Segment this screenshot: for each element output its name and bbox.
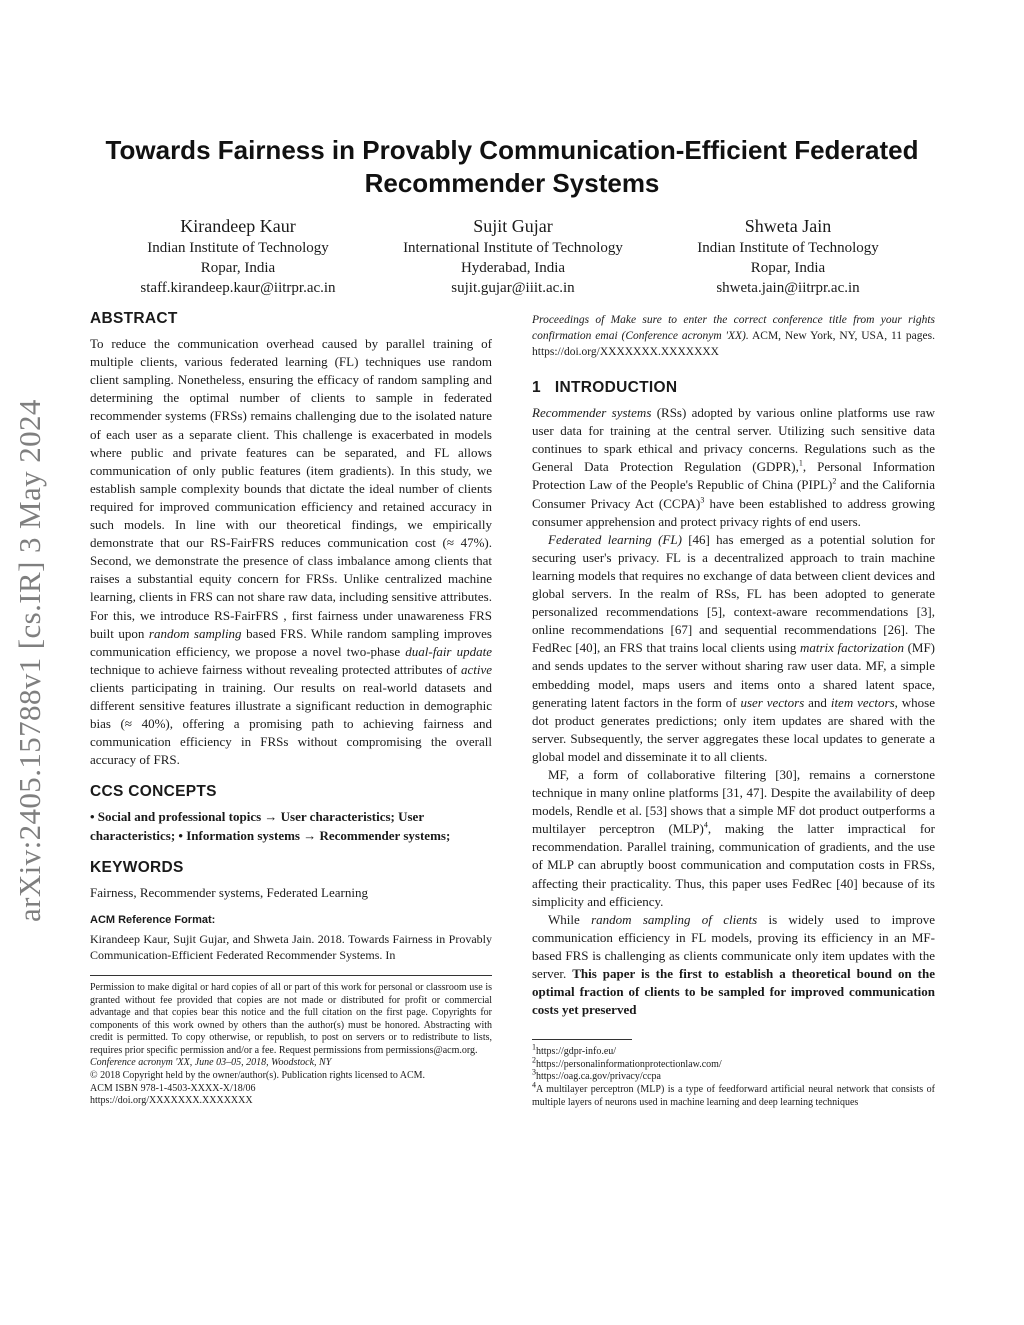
keywords-text: Fairness, Recommender systems, Federated Learning	[90, 884, 368, 900]
author-block	[662, 214, 914, 298]
ccs-heading: CCS CONCEPTS	[90, 783, 217, 801]
conference-line: Conference acronym 'XX, June 03–05, 2018, Woodstock, NY	[90, 1057, 332, 1069]
author-affiliation: Indian Institute of Technology	[147, 240, 329, 256]
acm-reference-heading: ACM Reference Format:	[90, 913, 216, 926]
author-email[interactable]: staff.kirandeep.kaur@iitrpr.ac.in	[140, 280, 336, 296]
arxiv-stamp: arXiv:2405.15788v1 [cs.IR] 3 May 2024	[12, 399, 47, 923]
right-column	[532, 312, 935, 1109]
author-location: Hyderabad, India	[460, 260, 566, 276]
intro-paragraph: MF, a form of collaborative filtering [30], remains a cornerstone technique in many online platforms [31, 47]. Despite the availability of deep models, Rendle et al. [53] shows that a simple MF dot product outperforms a multilayer perceptron (MLP)$^4$, making the latter impractical for recommendation. Parallel training, communication of gradients, and the use of MLP can abruptly boost communication and computation costs in FRSs, affecting their practicality. Thus, this paper uses FedRec [40] because of its simplicity and efficiency.	[532, 766, 935, 909]
abstract-heading: ABSTRACT	[90, 310, 178, 327]
author-location: Ropar, India	[200, 260, 276, 276]
proceedings-citation: Proceedings of Make sure to enter the correct conference title from your rights confirmation emai (Conference acronym 'XX). ACM, New York, NY, USA, 11 pages. https://doi.org/XXXXXXX.XXXXXXX	[532, 314, 935, 358]
footnote[interactable]: $^2$https://personalinformationprotectionlaw.com/	[532, 1055, 722, 1070]
author-name: Sujit Gujar	[473, 216, 553, 236]
author-email[interactable]: shweta.jain@iitrpr.ac.in	[716, 280, 860, 296]
ccs-text: • Social and professional topics → User characteristics; User characteristics; • Information systems → Recommender systems;	[90, 809, 451, 843]
doi-link[interactable]: https://doi.org/XXXXXXX.XXXXXXX	[90, 1095, 253, 1107]
intro-paragraph: Federated learning (FL) [46] has emerged as a potential solution for securing user's privacy. FL is a decentralized approach to train machine learning models that requires no exchange of data between client devices and global servers. In the realm of RSs, FL has been adopted to generate personalized recommendations [5], context-aware recommendations [3], online recommendations [67] and sequential recommendations [26]. The FedRec [40], an FRS that trains local clients using matrix factorization (MF) and sends updates to the server without sharing raw user data. MF, a simple embedding model, maps users and items onto a shared latent space, generating latent factors in the form of user vectors and item vectors, whose dot product generates predictions; only item updates are shared with the server. Subsequently, the server aggregates these local updates to generate a global model and disseminate it to all clients.	[532, 531, 936, 764]
footnote-divider	[532, 1039, 632, 1040]
author-block	[110, 214, 366, 298]
intro-paragraph: Recommender systems (RSs) adopted by various online platforms use raw user data for training at the central server. Utilizing such sensitive data continues to spark ethical and privacy concerns. Regulations such as the General Data Protection Regulation (GDPR),$^1$, Personal Information Protection Law of the People's Republic of China (PIPL)$^2$ and the California Consumer Privacy Act (CCPA)$^3$ have been established to address growing consumer apprehension and protect privacy rights of end users.	[532, 405, 936, 529]
left-column	[90, 310, 492, 1108]
author-name: Shweta Jain	[744, 216, 832, 236]
footnote[interactable]: $^1$https://gdpr-info.eu/	[532, 1042, 617, 1058]
author-email[interactable]: sujit.gujar@iiit.ac.in	[451, 280, 575, 296]
acm-reference-text: Kirandeep Kaur, Sujit Gujar, and Shweta Jain. 2018. Towards Fairness in Provably Communication-Efficient Federated Recommender Systems. In	[90, 931, 492, 962]
footnote: $^4$A multilayer perceptron (MLP) is a type of feedforward artificial neural network that consists of multiple layers of neurons used in machine learning and deep learning techniques	[532, 1080, 935, 1108]
isbn-line: ACM ISBN 978-1-4503-XXXX-X/18/06	[90, 1082, 256, 1094]
author-location: Ropar, India	[750, 260, 826, 276]
keywords-heading: KEYWORDS	[90, 858, 184, 876]
footnote[interactable]: $^3$https://oag.ca.gov/privacy/ccpa	[532, 1068, 661, 1083]
abstract-text: To reduce the communication overhead caused by parallel training of multiple clients, various federated learning (FL) techniques use random client sampling. Nonetheless, ensuring the efficacy of random sampling and determining the optimal number of clients to sample in federated recommender systems (FRSs) remains challenging due to the isolated nature of each user as a separate client. This challenge is exacerbated in models where public and private features can be separated, and FL allows communication of only public features (item gradients). In this study, we establish sample complexity bounds that dictate the ideal number of clients required for improved communication efficiency and retained accuracy in such models. In line with our theoretical findings, we empirically demonstrate that our RS-FairFRS reduces communication cost (≈ 47%). Second, we demonstrate the presence of class imbalance among clients that raises a substantial equity concern for FRSs. Unlike centralized machine learning, clients in FRS can not share raw data, including sensitive attributes. For this, we introduce RS-FairFRS , first fairness under unawareness FRS built upon random sampling based FRS. While random sampling improves communication efficiency, we propose a novel two-phase dual-fair update technique to achieve fairness without revealing protected attributes of active clients participating in training. Our results on real-world datasets and different sensitive features illustrate a significant reduction in demographic bias (≈ 40%), offering a promising path to achieving fairness and communication efficiency in FRSs without compromising the overall accuracy of FRS.	[90, 336, 492, 768]
author-affiliation: Indian Institute of Technology	[697, 240, 879, 256]
permission-text: Permission to make digital or hard copies of all or part of this work for personal or classroom use is granted without fee provided that copies are not made or distributed for profit or commercial advantage and that copies bear this notice and the full citation on the first page. Copyrights for components of this work owned by others than the author(s) must be honored. Abstracting with credit is permitted. To copy otherwise, or republish, to post on servers or to redistribute to lists, requires prior specific permission and/or a fee. Request permissions from permissions@acm.org.	[90, 981, 492, 1056]
author-affiliation: International Institute of Technology	[403, 240, 623, 256]
divider	[90, 975, 492, 976]
copyright-line: © 2018 Copyright held by the owner/author(s). Publication rights licensed to ACM.	[90, 1070, 426, 1082]
intro-paragraph: While random sampling of clients is widely used to improve communication efficiency in FL models, proving its efficiency in an MF-based FRS is challenging as clients communicate only item updates with the server. This paper is the first to establish a theoretical bound on the optimal fraction of clients to be sampled for improved communication costs yet preserved	[532, 911, 935, 1018]
author-block	[382, 214, 644, 298]
intro-heading: 1 INTRODUCTION	[532, 379, 678, 396]
paper-title: Towards Fairness in Provably Communication-Efficient Federated Recommender Systems	[105, 135, 919, 198]
author-name: Kirandeep Kaur	[180, 216, 296, 236]
